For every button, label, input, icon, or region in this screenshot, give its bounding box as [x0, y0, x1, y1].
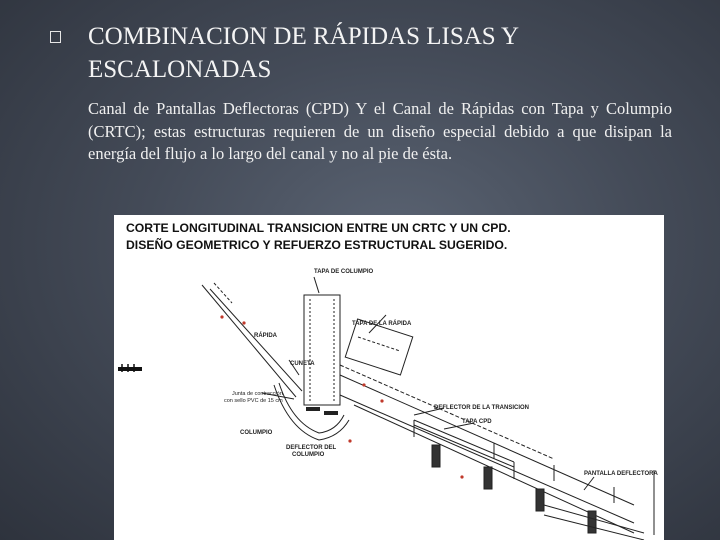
label-junta: Junta de contracción: [232, 391, 283, 397]
label-pantalla-deflectora: PANTALLA DEFLECTORA: [584, 471, 658, 477]
slide-title: COMBINACION DE RÁPIDAS LISAS Y ESCALONADAS: [88, 23, 519, 83]
square-bullet-icon: [50, 31, 61, 43]
engineering-drawing: [114, 215, 664, 540]
label-cuneta: CUNETA: [290, 361, 315, 367]
slide-paragraph: Canal de Pantallas Deflectoras (CPD) Y el Canal de Rápidas con Tapa y Columpio (CRTC); estas estructuras requieren de un diseño especial debido a que disipan la energía del flujo a lo largo del canal y no al pie de ésta.: [88, 99, 672, 163]
label-deflector-columpio-2: COLUMPIO: [292, 452, 325, 458]
label-tapa-cpd: TAPA CPD: [462, 419, 492, 425]
label-deflector-columpio: DEFLECTOR DEL: [286, 445, 337, 451]
drawing-title-line-2: DISEÑO GEOMETRICO Y REFUERZO ESTRUCTURAL SUGERIDO.: [126, 238, 508, 252]
label-deflector-transicion: DEFLECTOR DE LA TRANSICION: [434, 405, 530, 411]
label-tapa-rapida: TAPA DE LA RÁPIDA: [352, 321, 412, 327]
label-tapa-columpio: TAPA DE COLUMPIO: [314, 269, 374, 275]
drawing-title-line-1: CORTE LONGITUDINAL TRANSICION ENTRE UN CRTC Y UN CPD.: [126, 221, 511, 235]
longitudinal-section-drawing: [114, 215, 664, 540]
label-rapida: RÁPIDA: [254, 333, 278, 339]
hatch-symbol-icon: [118, 364, 142, 372]
label-junta-sello: con sello PVC de 15 cm: [224, 398, 283, 404]
label-columpio: COLUMPIO: [240, 430, 273, 436]
